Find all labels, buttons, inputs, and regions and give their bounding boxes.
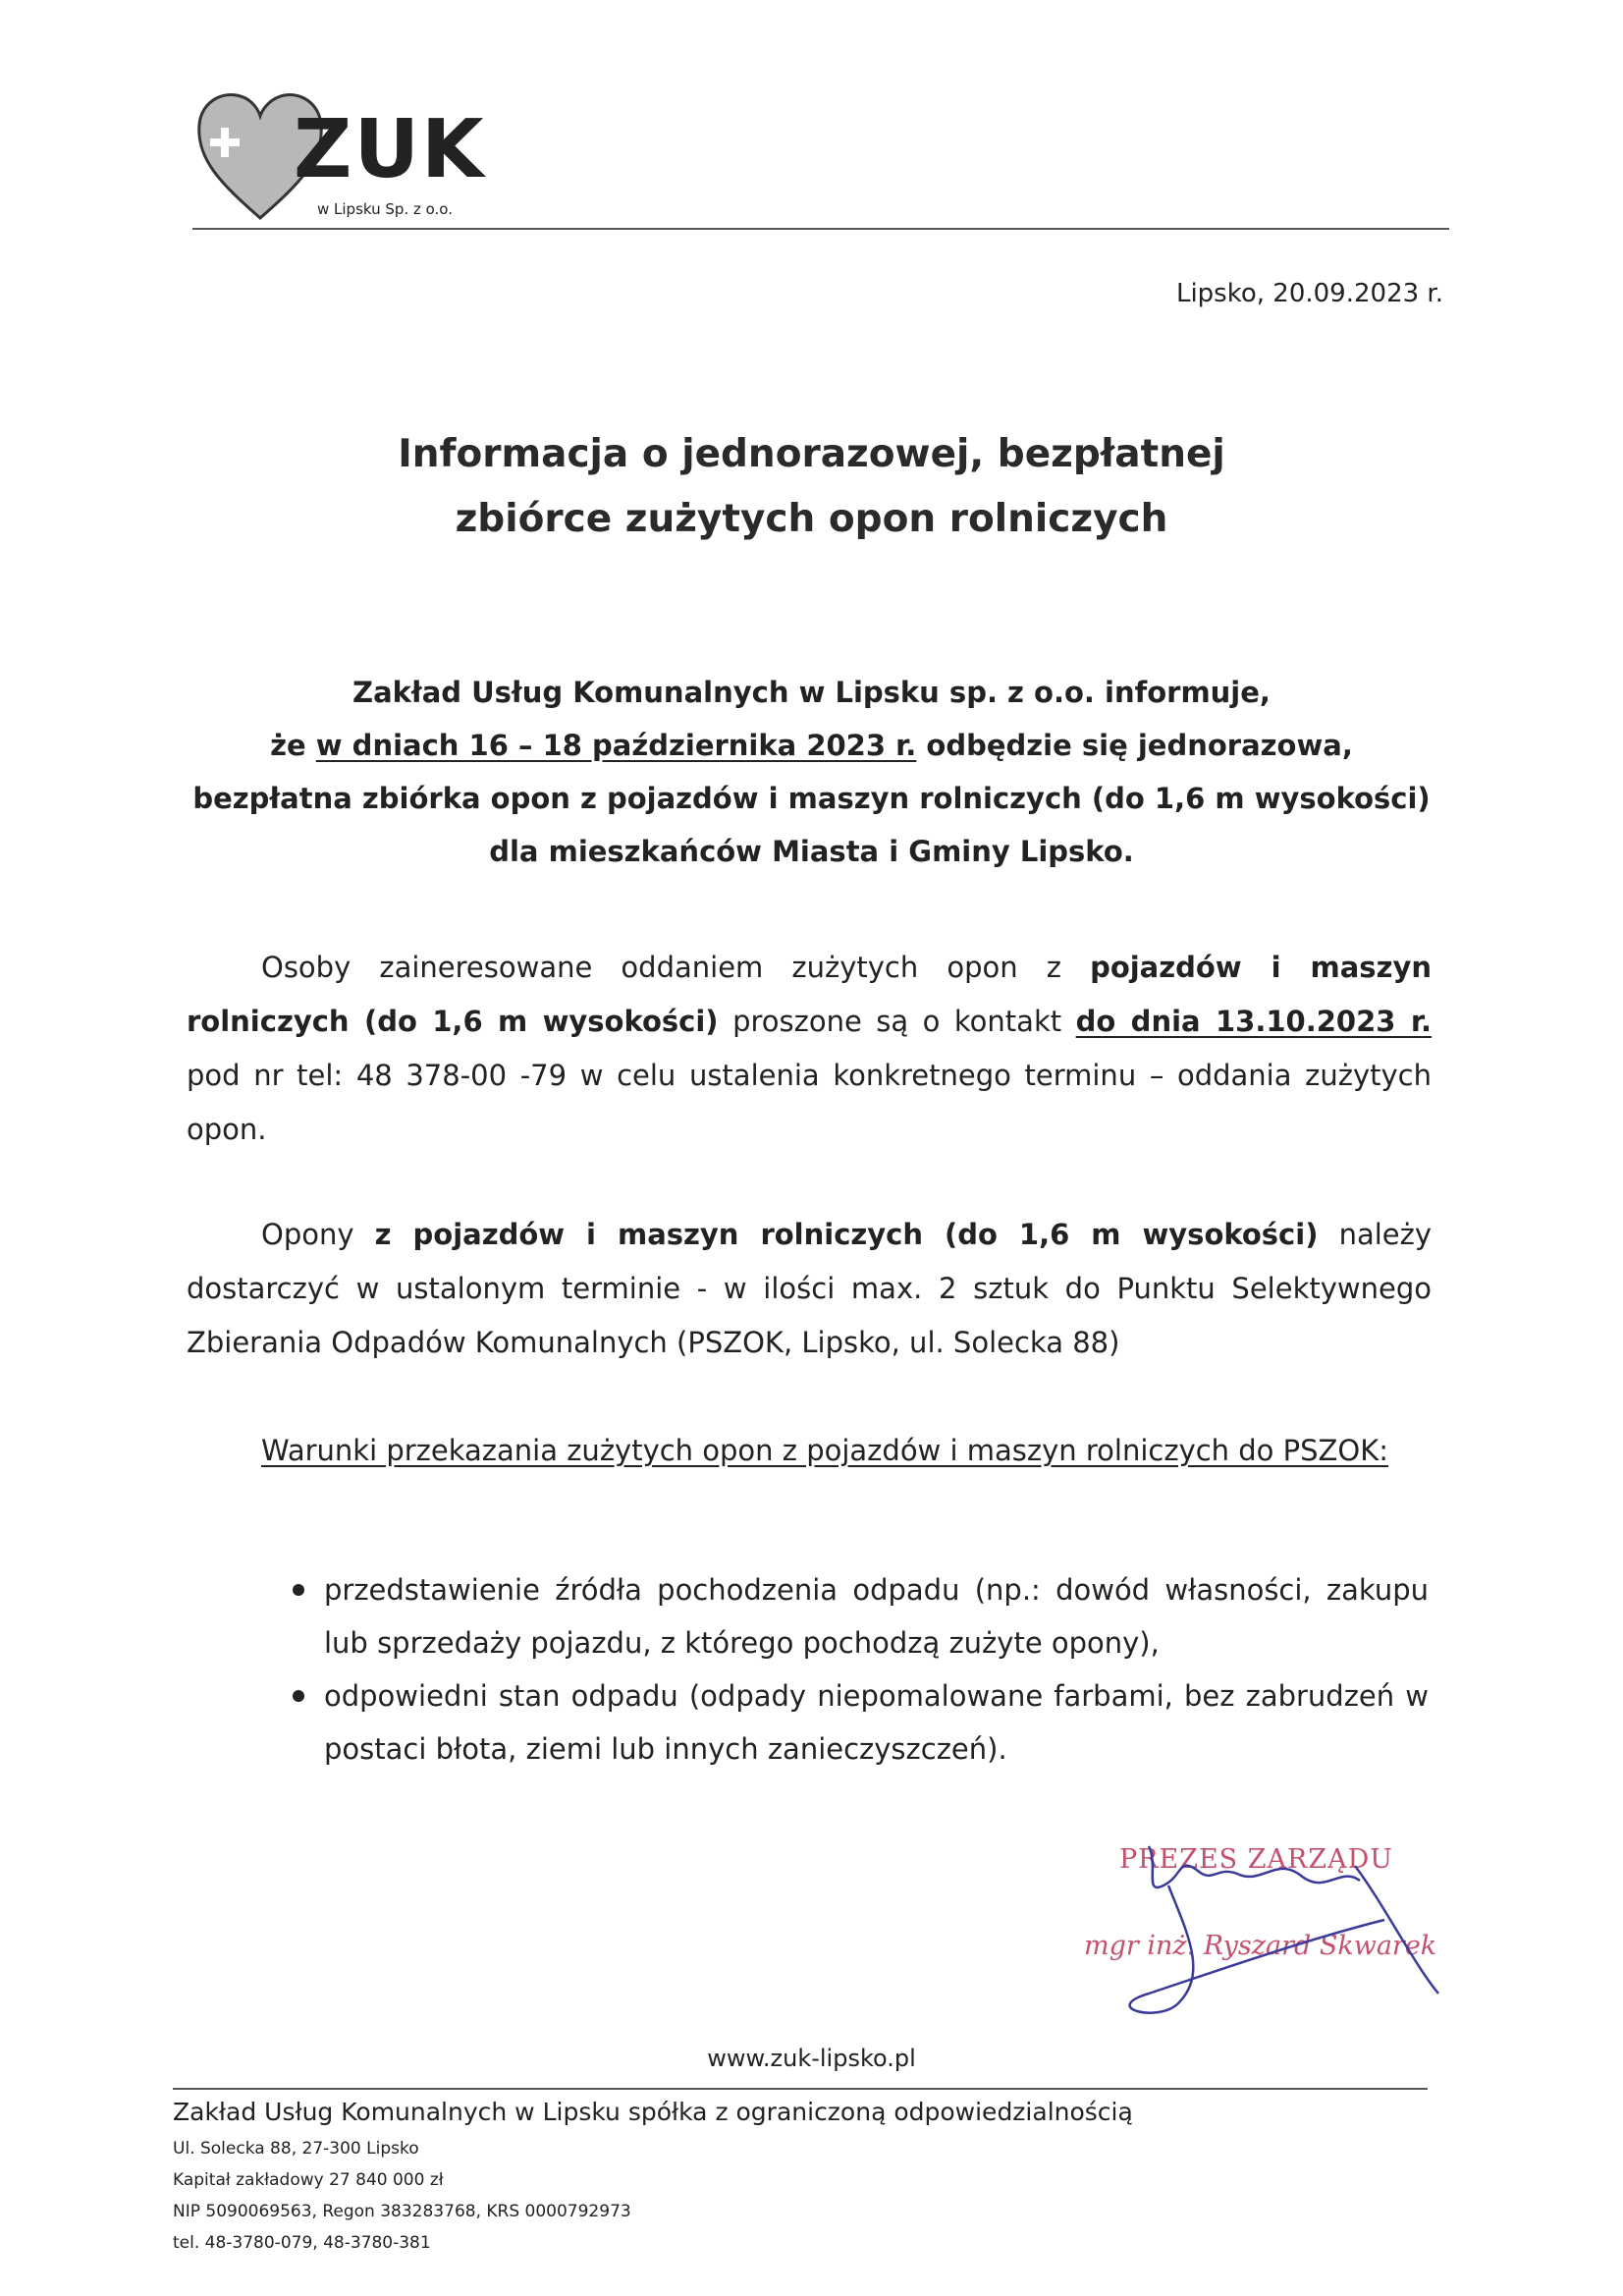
p2-text-2: należy dostarczyć w ustalonym terminie - w ilości max. 2 sztuk do Punktu Selektywnego Zbierania Odpadów Komunalnych (PSZOK, Lipsko, ul. Solecka 88) xyxy=(187,1218,1432,1359)
logo-name: ZUK xyxy=(294,103,486,196)
stamp-name: mgr inż. Ryszard Skwarek xyxy=(1084,1931,1437,1961)
p1-text-3: pod nr tel: 48 378-00 -79 w celu ustalenia konkretnego terminu – oddania zużytych opon. xyxy=(187,1059,1432,1146)
handwritten-signature xyxy=(1090,1827,1463,2043)
contact-deadline: do dnia 13.10.2023 r. xyxy=(1075,1005,1433,1038)
conditions-heading xyxy=(187,1424,1432,1478)
intro-line-1: Zakład Usług Komunalnych w Lipsku sp. z o.o. informuje, xyxy=(352,676,1271,709)
title-line-1: Informacja o jednorazowej, bezpłatnej xyxy=(398,432,1225,476)
list-item xyxy=(324,1563,1429,1669)
intro-suffix: odbędzie się jednorazowa, xyxy=(916,729,1353,762)
footer-company: Zakład Usług Komunalnych w Lipsku spółka z ograniczoną odpowiedzialnością xyxy=(173,2098,1133,2126)
title-line-2: zbiórce zużytych opon rolniczych xyxy=(455,497,1168,541)
p1-text-1: Osoby zaineresowane oddaniem zużytych opon z xyxy=(261,951,1091,984)
bullet-icon xyxy=(293,1584,304,1596)
footer-address: Ul. Solecka 88, 27-300 Lipsko xyxy=(173,2139,419,2159)
intro-line-4: dla mieszkańców Miasta i Gminy Lipsko. xyxy=(489,835,1134,868)
condition-text: odpowiedni stan odpadu (odpady niepomalowane farbami, bez zabrudzeń w postaci błota, ziemi lub innych zanieczyszczeń). xyxy=(324,1679,1429,1766)
collection-dates: w dniach 16 – 18 października 2023 r. xyxy=(315,729,917,762)
footer-registry: NIP 5090069563, Regon 383283768, KRS 0000792973 xyxy=(173,2202,631,2221)
conditions-list xyxy=(324,1563,1429,1776)
list-item xyxy=(324,1669,1429,1776)
p2-text-1: Opony xyxy=(261,1218,375,1251)
header-divider xyxy=(192,228,1449,230)
website-link[interactable]: www.zuk-lipsko.pl xyxy=(707,2045,916,2072)
condition-text: przedstawienie źródła pochodzenia odpadu (np.: dowód własności, zakupu lub sprzedaży pojazdu, z którego pochodzą zużyte opony), xyxy=(324,1573,1429,1660)
p1-text-2: proszone są o kontakt xyxy=(718,1005,1076,1038)
logo-subtitle: w Lipsku Sp. z o.o. xyxy=(317,200,453,218)
intro-prefix: że xyxy=(270,729,316,762)
footer-capital: Kapitał zakładowy 27 840 000 zł xyxy=(173,2170,444,2190)
company-logo xyxy=(191,81,506,228)
delivery-paragraph xyxy=(187,1208,1432,1370)
intro-line-2 xyxy=(187,719,1436,772)
conditions-heading-text: Warunki przekazania zużytych opon z pojazdów i maszyn rolniczych do PSZOK: xyxy=(261,1434,1389,1467)
intro-line-3: bezpłatna zbiórka opon z pojazdów i maszyn rolniczych (do 1,6 m wysokości) xyxy=(192,782,1431,815)
footer-divider xyxy=(173,2088,1428,2090)
bullet-icon xyxy=(293,1690,304,1702)
document-title xyxy=(196,422,1427,552)
footer-phone: tel. 48-3780-079, 48-3780-381 xyxy=(173,2233,431,2253)
p2-bold-1: z pojazdów i maszyn rolniczych (do 1,6 m wysokości) xyxy=(374,1218,1319,1251)
contact-paragraph xyxy=(187,941,1432,1157)
p1-bold-1: pojazdów i maszyn rolniczych (do 1,6 m wysokości) xyxy=(187,951,1432,1038)
intro-paragraph xyxy=(187,666,1436,878)
document-date: Lipsko, 20.09.2023 r. xyxy=(1175,279,1443,308)
stamp-title: PREZES ZARZĄDU xyxy=(1119,1844,1394,1875)
